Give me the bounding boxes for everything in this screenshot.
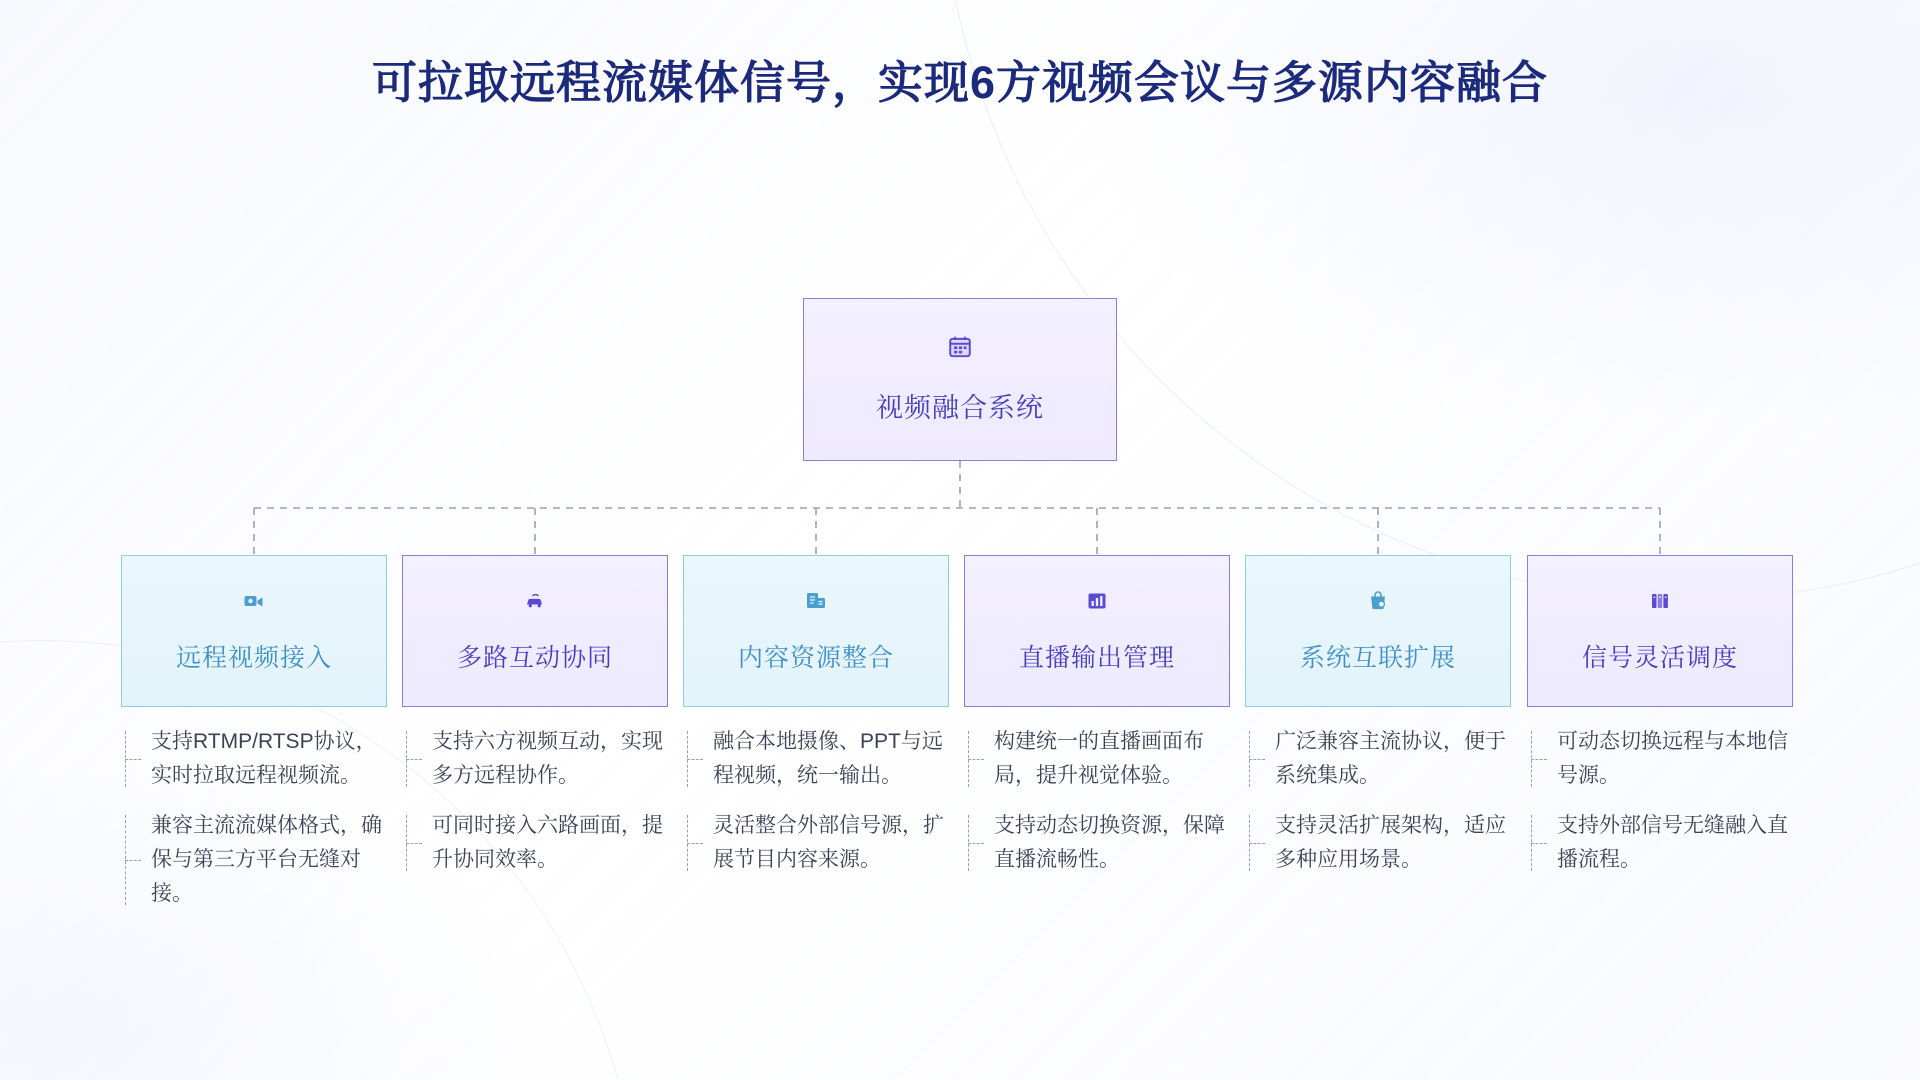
bullet-rail [968,731,969,787]
bullet-dash [968,843,984,844]
bullet-text: 支持RTMP/RTSP协议，实时拉取远程视频流。 [151,730,377,788]
bullet [994,725,1230,793]
books-icon [1648,589,1672,618]
bar-chart-icon [1085,589,1109,618]
calendar-grid-icon [947,334,973,364]
bullet-text: 可同时接入六路画面，提升协同效率。 [432,814,663,872]
bullet [1275,725,1511,793]
bullet-dash [1249,843,1265,844]
branch-live-output-management [964,555,1230,893]
branch-label: 信号灵活调度 [1581,643,1738,672]
branch-multichannel-collaboration [402,555,668,893]
video-camera-icon [242,589,266,618]
bullet-text: 广泛兼容主流协议，便于系统集成。 [1275,730,1506,788]
bullet-text: 可动态切换远程与本地信号源。 [1557,730,1788,788]
bullet [1275,809,1511,877]
branch-card[interactable] [1527,555,1793,707]
bullet-rail [1249,815,1250,871]
branch-card[interactable] [121,555,387,707]
bullet-dash [406,843,422,844]
branch-label: 直播输出管理 [1018,643,1175,672]
bullet-text: 构建统一的直播画面布局，提升视觉体验。 [994,730,1204,788]
bullet [151,809,387,911]
bullet-rail [125,731,126,787]
branch-bullets [964,725,1230,877]
bullet [1557,725,1793,793]
bullet-rail [1531,815,1532,871]
branch-flexible-signal-scheduling [1527,555,1793,893]
bullet-text: 支持外部信号无缝融入直播流程。 [1557,814,1788,872]
branch-label: 多路互动协同 [456,643,613,672]
branch-bullets [121,725,387,911]
branch-card[interactable] [402,555,668,707]
bullet-text: 支持六方视频互动，实现多方远程协作。 [432,730,663,788]
branch-card[interactable] [683,555,949,707]
branch-bullets [683,725,949,877]
branch-label: 内容资源整合 [737,643,894,672]
branch-card[interactable] [964,555,1230,707]
bullet [713,809,949,877]
bullet-dash [968,759,984,760]
branch-bullets [402,725,668,877]
bullet-rail [406,815,407,871]
bullet-rail [1249,731,1250,787]
bullet-text: 灵活整合外部信号源，扩展节目内容来源。 [713,814,944,872]
bullet-dash [406,759,422,760]
bullet-text: 融合本地摄像、PPT与远程视频，统一输出。 [713,730,943,788]
car-connect-icon [523,589,547,618]
bullet-text: 支持动态切换资源，保障直播流畅性。 [994,814,1225,872]
bullet [1557,809,1793,877]
branch-card[interactable] [1245,555,1511,707]
branch-bullets [1245,725,1511,877]
bullet-dash [1531,759,1547,760]
bullet-rail [968,815,969,871]
branch-label: 系统互联扩展 [1299,643,1456,672]
branch-system-interconnect-expansion [1245,555,1511,893]
bullet-dash [125,759,141,760]
bullet [432,725,668,793]
root-node-label: 视频融合系统 [876,393,1044,423]
bullet [713,725,949,793]
shopping-bag-icon [1366,589,1390,618]
branch-content-resource-integration [683,555,949,893]
bullet [994,809,1230,877]
bullet-rail [687,731,688,787]
bullet-rail [125,815,126,905]
bullet-dash [1249,759,1265,760]
bullet-rail [1531,731,1532,787]
branch-bullets [1527,725,1793,877]
bullet-rail [406,731,407,787]
bullet-dash [125,860,141,861]
branch-label: 远程视频接入 [175,643,332,672]
root-node-video-fusion-system[interactable] [803,298,1117,461]
bullet-text: 兼容主流流媒体格式，确保与第三方平台无缝对接。 [151,814,382,906]
bullet-text: 支持灵活扩展架构，适应多种应用场景。 [1275,814,1506,872]
currency-document-icon [804,589,828,618]
bullet-dash [687,759,703,760]
bullet [151,725,387,793]
bullet-dash [1531,843,1547,844]
bullet-rail [687,815,688,871]
branch-remote-video-access [121,555,387,927]
bullet [432,809,668,877]
page-title: 可拉取远程流媒体信号，实现6方视频会议与多源内容融合 [371,57,1549,108]
bullet-dash [687,843,703,844]
